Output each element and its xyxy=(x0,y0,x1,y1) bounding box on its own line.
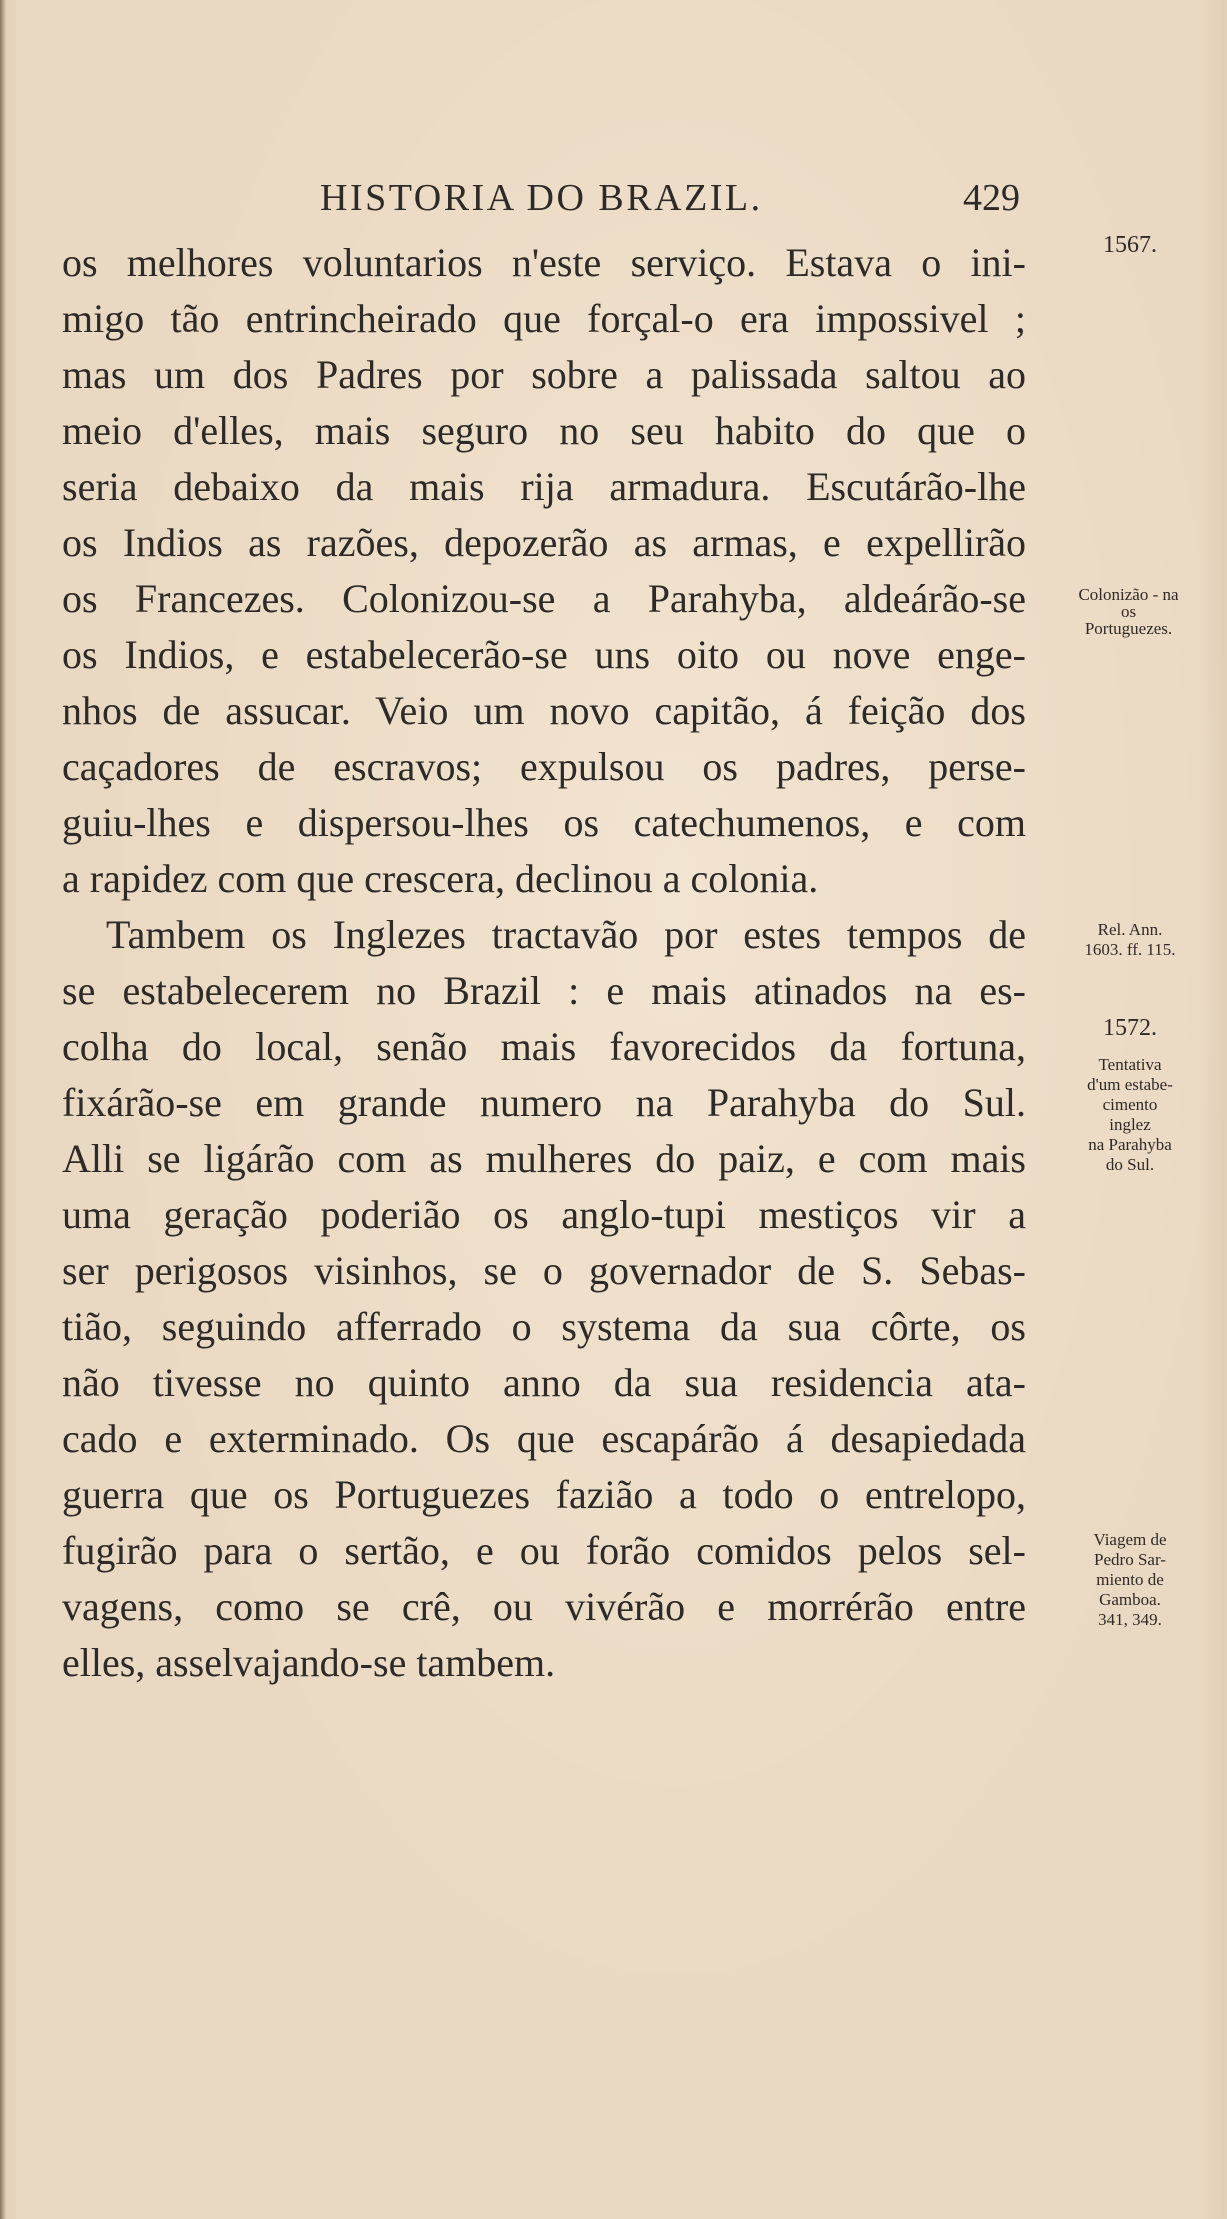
margin-note-tentativa: Tentativa d'um estabe- cimento inglez na Parahyba do Sul. xyxy=(1087,1055,1173,1174)
text-line: fugirão para o sertão, e ou forão comidos pelos sel- xyxy=(62,1528,1026,1573)
text-line: meio d'elles, mais seguro no seu habito do que o xyxy=(62,408,1026,453)
text-line: vagens, como se crê, ou vivérão e morrérão entre xyxy=(62,1584,1026,1629)
text-line: tião, seguindo afferrado o systema da sua côrte, os xyxy=(62,1304,1026,1349)
text-line: migo tão entrincheirado que forçal-o era impossivel ; xyxy=(62,296,1026,341)
text-line: os melhores voluntarios n'este serviço. Estava o ini- xyxy=(62,240,1026,285)
text-line: mas um dos Padres por sobre a palissada saltou ao xyxy=(62,352,1026,397)
margin-notes xyxy=(1030,0,1227,2219)
text-line: cado e exterminado. Os que escapárão á desapiedada xyxy=(62,1416,1026,1461)
text-line: se estabelecerem no Brazil : e mais atinados na es- xyxy=(62,968,1026,1013)
text-line: caçadores de escravos; expulsou os padres, perse- xyxy=(62,744,1026,789)
text-line: os Francezes. Colonizou-se a Parahyba, aldeárão-se xyxy=(62,576,1026,621)
margin-note-year-1572: 1572. xyxy=(1103,1015,1157,1041)
text-line: os Indios as razões, depozerão as armas, e expellirão xyxy=(62,520,1026,565)
text-line: os Indios, e estabelecerão-se uns oito ou nove enge- xyxy=(62,632,1026,677)
text-line: ser perigosos visinhos, se o governador de S. Sebas- xyxy=(62,1248,1026,1293)
text-line: seria debaixo da mais rija armadura. Escutárão-lhe xyxy=(62,464,1026,509)
page-edge-shadow xyxy=(0,0,6,2219)
text-line: guiu-lhes e dispersou-lhes os catechumenos, e com xyxy=(62,800,1026,845)
text-line: fixárão-se em grande numero na Parahyba do Sul. xyxy=(62,1080,1026,1125)
text-line: uma geração poderião os anglo-tupi mestiços vir a xyxy=(62,1192,1026,1237)
text-line: elles, asselvajando-se tambem. xyxy=(62,1640,556,1685)
page-number: 429 xyxy=(963,177,1020,219)
text-line: nhos de assucar. Veio um novo capitão, á feição dos xyxy=(62,688,1026,733)
running-title: HISTORIA DO BRAZIL. xyxy=(320,177,763,219)
margin-note-colonizacao: Colonizão - na os Portuguezes. xyxy=(1078,585,1179,638)
margin-note-viagem: Viagem de Pedro Sar- miento de Gamboa. 341, 349. xyxy=(1093,1530,1167,1629)
text-line: Tambem os Inglezes tractavão por estes tempos de xyxy=(106,912,1026,957)
text-line: colha do local, senão mais favorecidos da fortuna, xyxy=(62,1024,1026,1069)
text-line: a rapidez com que crescera, declinou a colonia. xyxy=(62,856,819,901)
running-header xyxy=(270,173,1040,223)
margin-note-rel-ann: Rel. Ann. 1603. ff. 115. xyxy=(1084,920,1176,959)
text-line: guerra que os Portuguezes fazião a todo o entrelopo, xyxy=(62,1472,1026,1517)
text-line: não tivesse no quinto anno da sua residencia ata- xyxy=(62,1360,1026,1405)
margin-note-year-1567: 1567. xyxy=(1103,232,1157,258)
text-line: Alli se ligárão com as mulheres do paiz, e com mais xyxy=(62,1136,1026,1181)
